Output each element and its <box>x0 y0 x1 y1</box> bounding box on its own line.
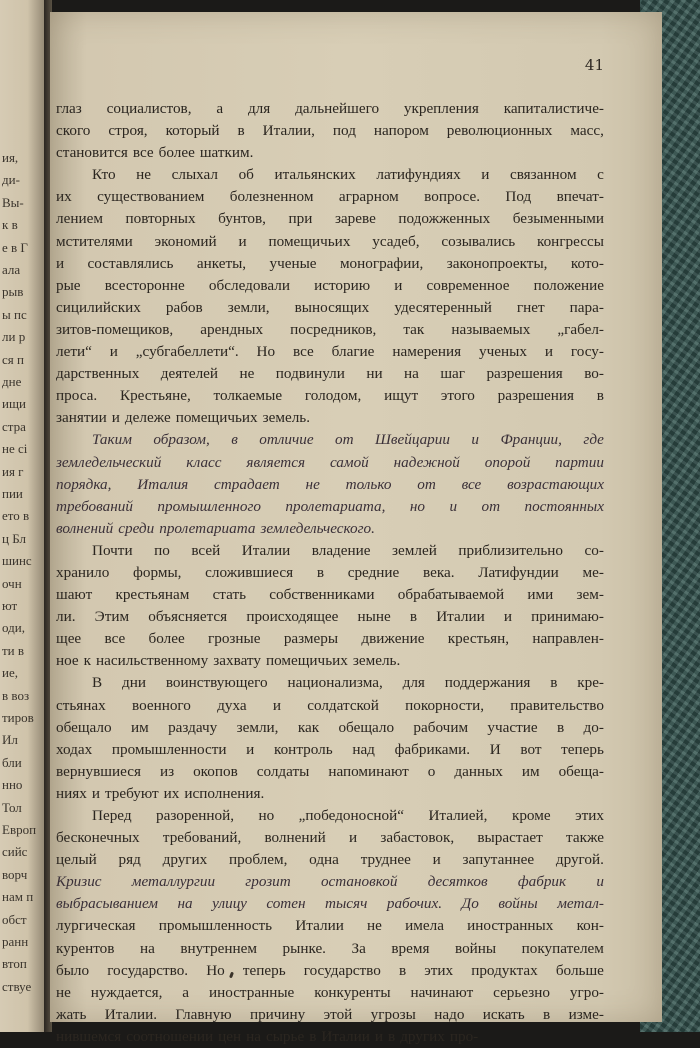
left-page-fragment: втоп <box>2 956 27 972</box>
left-page-fragment: шинс <box>2 553 32 569</box>
left-page-fragment: ют <box>2 598 18 613</box>
text-line: ли. Этим объясняется происходящее ныне в Италии и принимаю- <box>56 608 604 626</box>
text-line: ходах промышленности и контроль над фабриками. И вот теперь <box>56 740 604 758</box>
text-line: лургическая промышленность Италии не имела иностранных кон- <box>56 917 604 935</box>
text-line: проса. Крестьяне, толкаемые голодом, ищут этого разрешения в <box>56 387 604 405</box>
left-page-fragment: ся п <box>2 351 24 367</box>
text-line: стьянах военного духа и солдатской покорности, правительство <box>56 696 604 714</box>
left-page-fragment: е в Г <box>2 239 28 255</box>
left-page-fragment: бли <box>2 754 22 770</box>
left-page-fragment: ищи <box>2 396 26 412</box>
text-line: ского строя, который в Италии, под напором революционных масс, <box>56 122 604 140</box>
left-page-fragment: ы пс <box>2 306 27 322</box>
text-line: волнений среди пролетариата земледельческого. <box>56 519 375 537</box>
left-page-fragment: ие, <box>2 665 18 681</box>
text-line: вернувшиеся из окопов солдаты напоминают о данных им обеща- <box>56 762 604 780</box>
left-page-fragment: к в <box>2 217 18 233</box>
left-page-fragment: Ил <box>2 732 18 748</box>
left-page-fragment: ти в <box>2 642 25 658</box>
left-page-fragment: обст <box>2 911 27 927</box>
left-page-fragment: оди, <box>2 620 25 636</box>
text-line: щее все более грозные размеры движение крестьян, направлен- <box>56 630 604 648</box>
left-page-fragment: ли р <box>2 329 26 345</box>
left-page-fragment: дне <box>2 374 22 389</box>
text-line: Почти по всей Италии владение землей приблизительно со- <box>92 541 604 559</box>
text-line: их существованием болезненном аграрном вопросе. Под впечат- <box>56 188 604 206</box>
left-page-fragment: сийс <box>2 844 28 860</box>
page-number: 41 <box>584 56 604 74</box>
text-line: зитов-помещиков, арендных посредников, так называемых „габел- <box>56 320 604 338</box>
text-line: бесконечных требований, волнений и забастовок, вырастает также <box>56 829 604 847</box>
text-line: мстителями экономий и помещичьих усадеб, созывались конгрессы <box>56 232 604 250</box>
text-line: жать Италии. Главную причину этой угрозы надо искать в изме- <box>56 1005 604 1023</box>
left-page-fragment: Тол <box>2 799 22 815</box>
left-page-fragment: ц Бл <box>2 530 26 546</box>
left-page-fragment: ето в <box>2 508 30 524</box>
left-page-edge <box>0 0 46 1032</box>
text-line: Кризис металлургии грозит остановкой десятков фабрик и <box>56 873 604 891</box>
text-line: Кто не слыхал об итальянских латифундиях и связанном с <box>92 166 604 184</box>
left-page-fragment: стра <box>2 418 26 434</box>
text-line: земледельческий класс является самой надежной опорой партии <box>56 453 604 471</box>
left-page-fragment: рыв <box>2 284 24 300</box>
text-line: было государство. Но теперь государство в этих продуктах больше <box>56 961 604 979</box>
left-page-fragment: ворч <box>2 866 28 882</box>
text-line: курентов на внутреннем рынке. За время войны покупателем <box>56 939 604 957</box>
left-page-fragment: в воз <box>2 687 30 703</box>
left-page-fragment: Вы- <box>2 194 24 210</box>
text-line: занятии и дележе помещичьих земель. <box>56 409 311 427</box>
text-line: глаз социалистов, а для дальнейшего укрепления капиталистиче- <box>56 100 604 117</box>
text-line: хранило формы, сложившиеся в средние века. Латифундии ме- <box>56 563 604 581</box>
left-page-fragment: ди- <box>2 172 20 188</box>
left-page-fragment: Европ <box>2 822 37 837</box>
text-line: Перед разоренной, но „победоносной“ Италией, кроме этих <box>92 807 604 824</box>
text-line: рые всесторонне обследовали историю и современное положение <box>56 276 604 294</box>
book-page <box>50 12 662 1045</box>
text-line: нившемся соотношении цен на сырье в Италии и в других про- <box>56 1027 479 1045</box>
text-line: шают крестьянам стать собственниками обрабатываемой ими зем- <box>56 586 604 604</box>
text-line: дарственных деятелей не подвинули ни на шаг разрешения во- <box>56 365 604 383</box>
text-line: сицилийских рабов земли, выносящих удесятеренный гнет пара- <box>56 298 604 316</box>
left-page-fragment: тиров <box>2 710 34 725</box>
text-line: ниях и требуют их исполнения. <box>56 784 265 802</box>
left-page-fragment: ия, <box>2 150 19 165</box>
text-line: становится все более шатким. <box>56 144 254 162</box>
left-page-fragment: ранн <box>2 934 29 949</box>
text-line: Таким образом, в отличие от Швейцарии и Франции, где <box>92 431 604 449</box>
left-page-fragment: ствуе <box>2 978 32 994</box>
text-line: обещало им раздачу земли, как обещало рабочим участие в до- <box>56 718 604 736</box>
text-line: ное к насильственному захвату помещичьих земель. <box>56 652 401 670</box>
left-page-fragment: очн <box>2 575 22 591</box>
text-line: порядка, Италия страдает не только от все возрастающих <box>56 475 604 493</box>
left-page-fragment: ала <box>2 262 21 277</box>
left-page-fragment: нам п <box>2 889 34 905</box>
left-page-fragment: нно <box>2 777 23 793</box>
left-page-fragment: ия г <box>2 463 24 479</box>
text-line: выбрасыванием на улицу сотен тысяч рабочих. До войны метал- <box>56 895 604 913</box>
text-line: не нуждается, а иностранные конкуренты начинают серьезно угро- <box>56 983 604 1001</box>
text-line: и составлялись анкеты, ученые монографии, законопроекты, кото- <box>56 254 604 272</box>
text-line: лением повторных бунтов, при зареве подожженных безыменными <box>56 210 604 228</box>
page-text <box>56 98 604 1048</box>
text-line: целый ряд других проблем, одна труднее и запутаннее другой. <box>56 851 604 869</box>
left-page-fragment: пии <box>2 486 23 501</box>
text-line: В дни воинствующего национализма, для поддержания в кре- <box>92 674 604 692</box>
text-line: лети“ и „субгабеллети“. Но все благие намерения ученых и госу- <box>56 343 604 361</box>
text-line: требований промышленного пролетариата, но и от постоянных <box>56 497 604 515</box>
left-page-fragment: не сі <box>2 441 28 457</box>
